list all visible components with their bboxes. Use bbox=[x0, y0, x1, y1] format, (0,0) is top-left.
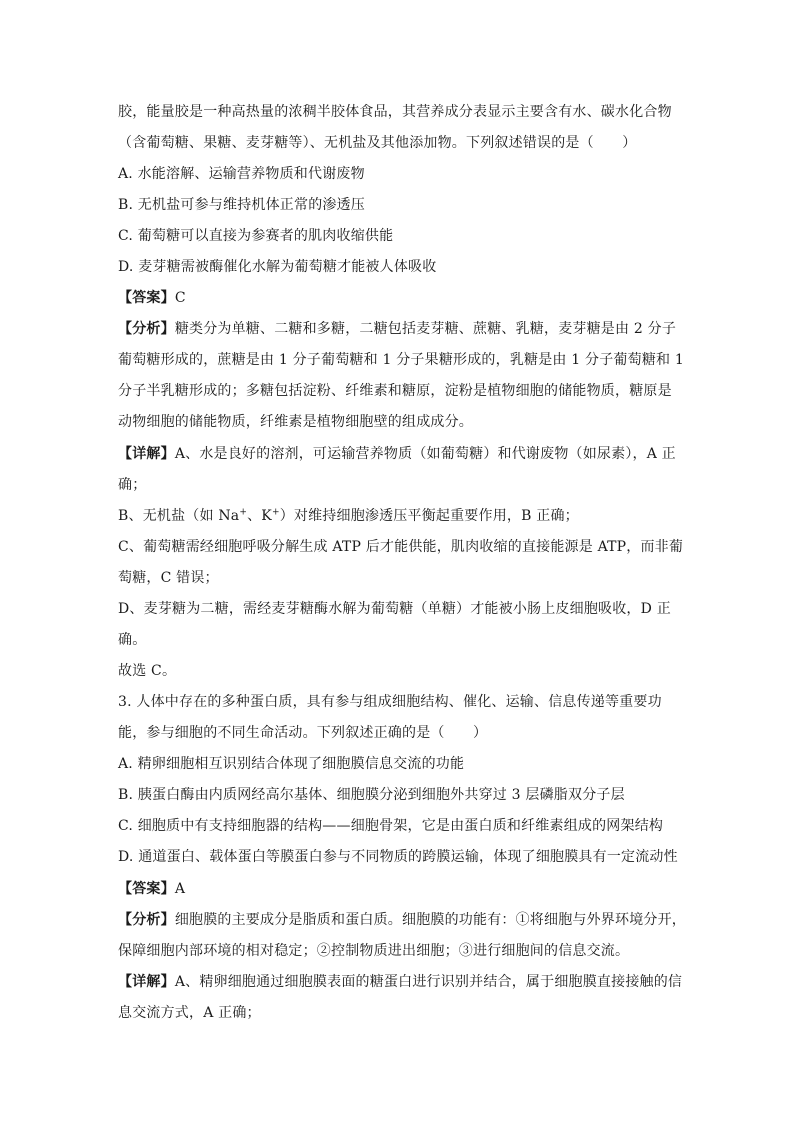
q3-analysis-tag: 【分析】 bbox=[118, 912, 175, 928]
q3-detail-a-text: A、精卵细胞通过细胞膜表面的糖蛋白进行识别并结合，属于细胞膜直接接触的信 bbox=[174, 974, 683, 990]
q3-option-b: B. 胰蛋白酶由内质网经高尔基体、细胞膜分泌到细胞外共穿过 3 层磷脂双分子层 bbox=[118, 787, 625, 803]
q2-analysis-line-4: 动物细胞的储能物质，纤维素是植物细胞壁的组成成分。 bbox=[118, 414, 473, 430]
q3-answer-tag: 【答案】 bbox=[118, 881, 175, 897]
q3-option-d: D. 通道蛋白、载体蛋白等膜蛋白参与不同物质的跨膜运输，体现了细胞膜具有一定流动性 bbox=[118, 849, 678, 865]
q2-detail-a-text: A、水是良好的溶剂，可运输营养物质（如葡萄糖）和代谢废物（如尿素），A 正 bbox=[174, 446, 676, 462]
q2-analysis-tag: 【分析】 bbox=[118, 321, 175, 337]
q3-analysis-line-1 bbox=[118, 910, 686, 930]
q2-analysis-line-1 bbox=[118, 319, 676, 339]
q2-analysis-line-2: 葡萄糖形成的，蔗糖是由 1 分子葡萄糖和 1 分子果糖形成的，乳糖是由 1 分子葡萄糖和 1 bbox=[118, 352, 684, 368]
q3-detail-line-1 bbox=[118, 972, 682, 992]
q3-detail-tag: 【详解】 bbox=[118, 974, 175, 990]
q3-analysis-text-1: 细胞膜的主要成分是脂质和蛋白质。细胞膜的功能有：①将细胞与外界环境分开， bbox=[174, 912, 687, 928]
q3-option-c: C. 细胞质中有支持细胞器的结构——细胞骨架，它是由蛋白质和纤维素组成的网架结构 bbox=[118, 818, 664, 834]
q2-detail-b-sup-2: + bbox=[271, 507, 280, 518]
q2-option-c: C. 葡萄糖可以直接为参赛者的肌肉收缩供能 bbox=[118, 228, 394, 244]
q2-detail-tag: 【详解】 bbox=[118, 446, 175, 462]
q2-analysis-line-3: 分子半乳糖形成的；多糖包括淀粉、纤维素和糖原，淀粉是植物细胞的储能物质，糖原是 bbox=[118, 383, 672, 399]
q2-answer bbox=[118, 288, 186, 308]
q2-option-b: B. 无机盐可参与维持机体正常的渗透压 bbox=[118, 197, 365, 213]
q2-option-a: A. 水能溶解、运输营养物质和代谢废物 bbox=[118, 166, 365, 182]
q3-detail-line-2: 息交流方式，A 正确； bbox=[118, 1005, 261, 1021]
q2-detail-b-sup-1: + bbox=[239, 507, 248, 518]
q2-detail-b-part-1: B、无机盐（如 Na bbox=[118, 508, 240, 524]
q3-stem-line-2: 能，参与细胞的不同生命活动。下列叙述正确的是（ ） bbox=[118, 725, 488, 741]
q3-answer-value: A bbox=[174, 881, 186, 897]
q2-detail-b-part-2: 、K bbox=[247, 508, 272, 524]
q2-option-d: D. 麦芽糖需被酶催化水解为葡萄糖才能被人体吸收 bbox=[118, 259, 437, 275]
q2-detail-b-part-3: ）对维持细胞渗透压平衡起重要作用，B 正确； bbox=[279, 508, 579, 524]
q2-answer-value: C bbox=[174, 290, 186, 306]
q2-analysis-text-1: 糖类分为单糖、二糖和多糖，二糖包括麦芽糖、蔗糖、乳糖，麦芽糖是由 2 分子 bbox=[174, 321, 677, 337]
q2-detail-line-2: 确； bbox=[118, 477, 147, 493]
q3-stem-line-1: 3. 人体中存在的多种蛋白质，具有参与组成细胞结构、催化、运输、信息传递等重要功 bbox=[118, 694, 662, 710]
q3-option-a: A. 精卵细胞相互识别结合体现了细胞膜信息交流的功能 bbox=[118, 756, 465, 772]
q3-answer bbox=[118, 879, 185, 899]
q2-stem-line-1: 胶，能量胶是一种高热量的浓稠半胶体食品，其营养成分表显示主要含有水、碳水化合物 bbox=[118, 104, 672, 120]
q2-answer-tag: 【答案】 bbox=[118, 290, 175, 306]
q3-analysis-line-2: 保障细胞内部环境的相对稳定；②控制物质进出细胞；③进行细胞间的信息交流。 bbox=[118, 943, 630, 959]
q2-detail-c-line-1: C、葡萄糖需经细胞呼吸分解生成 ATP 后才能供能，肌肉收缩的直接能源是 ATP，而非葡 bbox=[118, 539, 684, 555]
q2-detail-line-1 bbox=[118, 444, 676, 464]
q2-detail-d-line-1: D、麦芽糖为二糖，需经麦芽糖酶水解为葡萄糖（单糖）才能被小肠上皮细胞吸收，D 正 bbox=[118, 601, 671, 617]
q2-stem-line-2: （含葡萄糖、果糖、麦芽糖等）、无机盐及其他添加物。下列叙述错误的是（ ） bbox=[118, 135, 637, 151]
q2-detail-d-line-2: 确。 bbox=[118, 632, 147, 648]
q2-detail-b bbox=[118, 506, 579, 526]
q2-detail-c-line-2: 萄糖，C 错误； bbox=[118, 570, 219, 586]
q2-conclusion: 故选 C。 bbox=[118, 663, 177, 679]
